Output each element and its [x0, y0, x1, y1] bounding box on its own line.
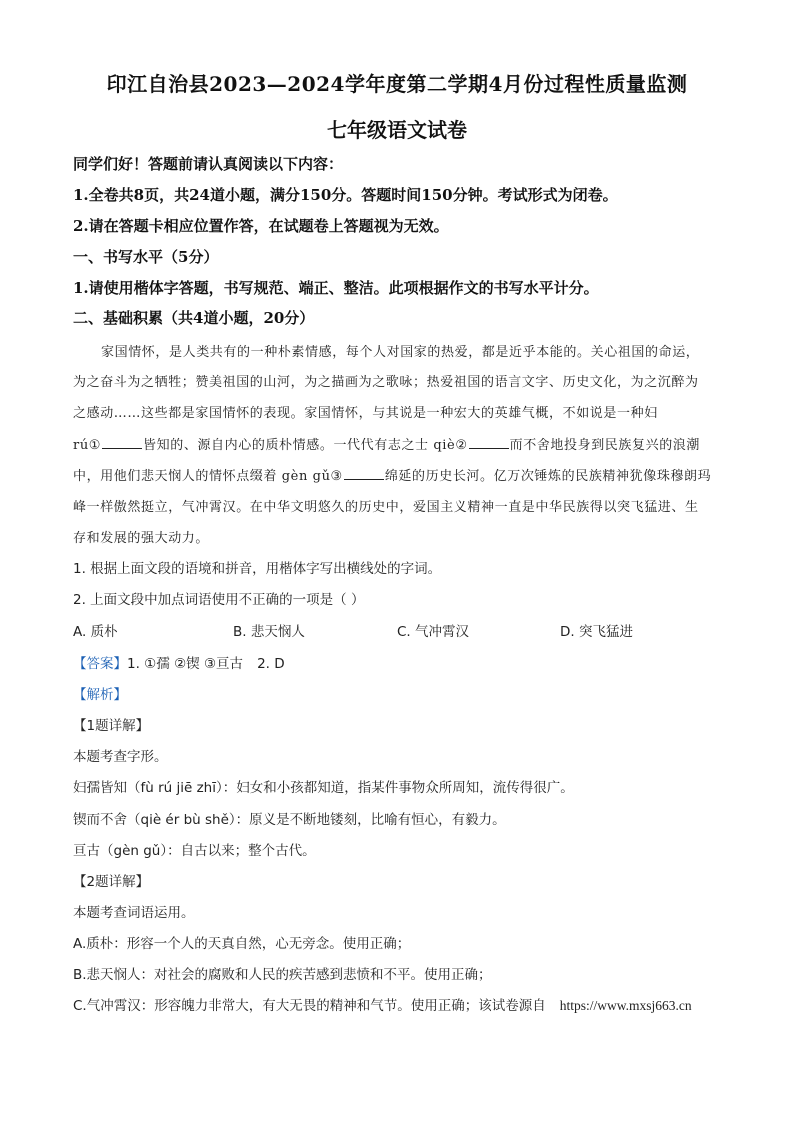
- exam-title: 印江自治县2023—2024学年度第二学期4月份过程性质量监测: [106, 72, 688, 96]
- detail-2-item: B.悲天悯人：对社会的腐败和人民的疾苦感到悲愤和不平。使用正确；: [73, 967, 492, 983]
- detail-1-item: 妇孺皆知（fù rú jiē zhī）：妇女和小孩都知道，指某件事物众所周知，流传得很广。: [73, 780, 574, 796]
- question-2: 2. 上面文段中加点词语使用不正确的一项是（ ）: [73, 592, 365, 608]
- passage-line: 中，用他们悲天悯人的情怀点缀着 gèn gǔ③ 绵延的历史长河。亿万次锤炼的民族精神犹像珠穆朗玛: [73, 469, 712, 484]
- detail-1-intro: 本题考查字形。: [73, 749, 168, 765]
- option-a: A. 质朴: [73, 624, 118, 640]
- question-1: 1. 根据上面文段的语境和拼音，用楷体字写出横线处的字词。: [73, 561, 442, 577]
- detail-2-item: A.质朴：形容一个人的天真自然，心无旁念。使用正确；: [73, 936, 411, 952]
- pinyin-blank-1-label: rú①: [73, 438, 102, 453]
- section1-heading: 一、书写水平（5分）: [73, 248, 219, 266]
- passage-line: 为之奋斗为之牺牲；赞美祖国的山河，为之描画为之歌咏；热爱祖国的语言文字、历史文化，为之沉醉为: [73, 375, 699, 390]
- detail-1-item: 锲而不舍（qiè ér bù shě）：原义是不断地镂刻，比喻有恒心，有毅力。: [73, 812, 506, 828]
- section2-heading: 二、基础积累（共4道小题，20分）: [73, 309, 315, 327]
- analysis-tag: 【解析】: [73, 687, 127, 703]
- answer-blank-1: [102, 436, 142, 449]
- section1-item: 1.请使用楷体字答题，书写规范、端正、整洁。此项根据作文的书写水平计分。: [73, 279, 599, 297]
- source-url: https://www.mxsj663.cn: [559, 998, 692, 1013]
- answer-blank-2: [469, 436, 509, 449]
- option-c: C. 气冲霄汉: [397, 624, 470, 640]
- detail-1-tag: 【1题详解】: [73, 718, 150, 734]
- passage-line: rú① 皆知的、源自内心的质朴情感。一代代有志之士 qiè② 而不舍地投身到民族复兴的浪潮: [73, 438, 701, 453]
- notice-greeting: 同学们好！答题前请认真阅读以下内容：: [73, 155, 344, 173]
- detail-2-tag: 【2题详解】: [73, 874, 150, 890]
- passage-line: 家国情怀，是人类共有的一种朴素情感，每个人对国家的热爱，都是近乎本能的。关心祖国的命运，: [101, 345, 700, 360]
- passage-line: 峰一样傲然挺立，气冲霄汉。在中华文明悠久的历史中，爱国主义精神一直是中华民族得以突飞猛进、生: [73, 500, 699, 515]
- answer-tag: 【答案】: [73, 656, 127, 672]
- notice-item-2: 2.请在答题卡相应位置作答，在试题卷上答题视为无效。: [73, 217, 449, 235]
- detail-2-intro: 本题考查词语运用。: [73, 905, 195, 921]
- option-b: B. 悲天悯人: [233, 624, 305, 640]
- answer-blank-3: [344, 467, 384, 480]
- passage-line: 存和发展的强大动力。: [73, 531, 210, 546]
- answer-line: 【答案】1. ①孺 ②锲 ③亘古 2. D: [73, 656, 285, 672]
- option-d: D. 突飞猛进: [560, 624, 633, 640]
- notice-item-1: 1.全卷共8页，共24道小题，满分150分。答题时间150分钟。考试形式为闭卷。: [73, 186, 618, 204]
- exam-subtitle: 七年级语文试卷: [327, 118, 467, 142]
- passage-line: 之感动……这些都是家国情怀的表现。家国情怀，与其说是一种宏大的英雄气概，不如说是一种妇: [73, 406, 658, 421]
- detail-2-item: C.气冲霄汉：形容魄力非常大，有大无畏的精神和气节。使用正确；该试卷源自 https://www.mxsj663.cn: [73, 998, 692, 1014]
- detail-1-item: 亘古（gèn gǔ）：自古以来；整个古代。: [73, 843, 316, 859]
